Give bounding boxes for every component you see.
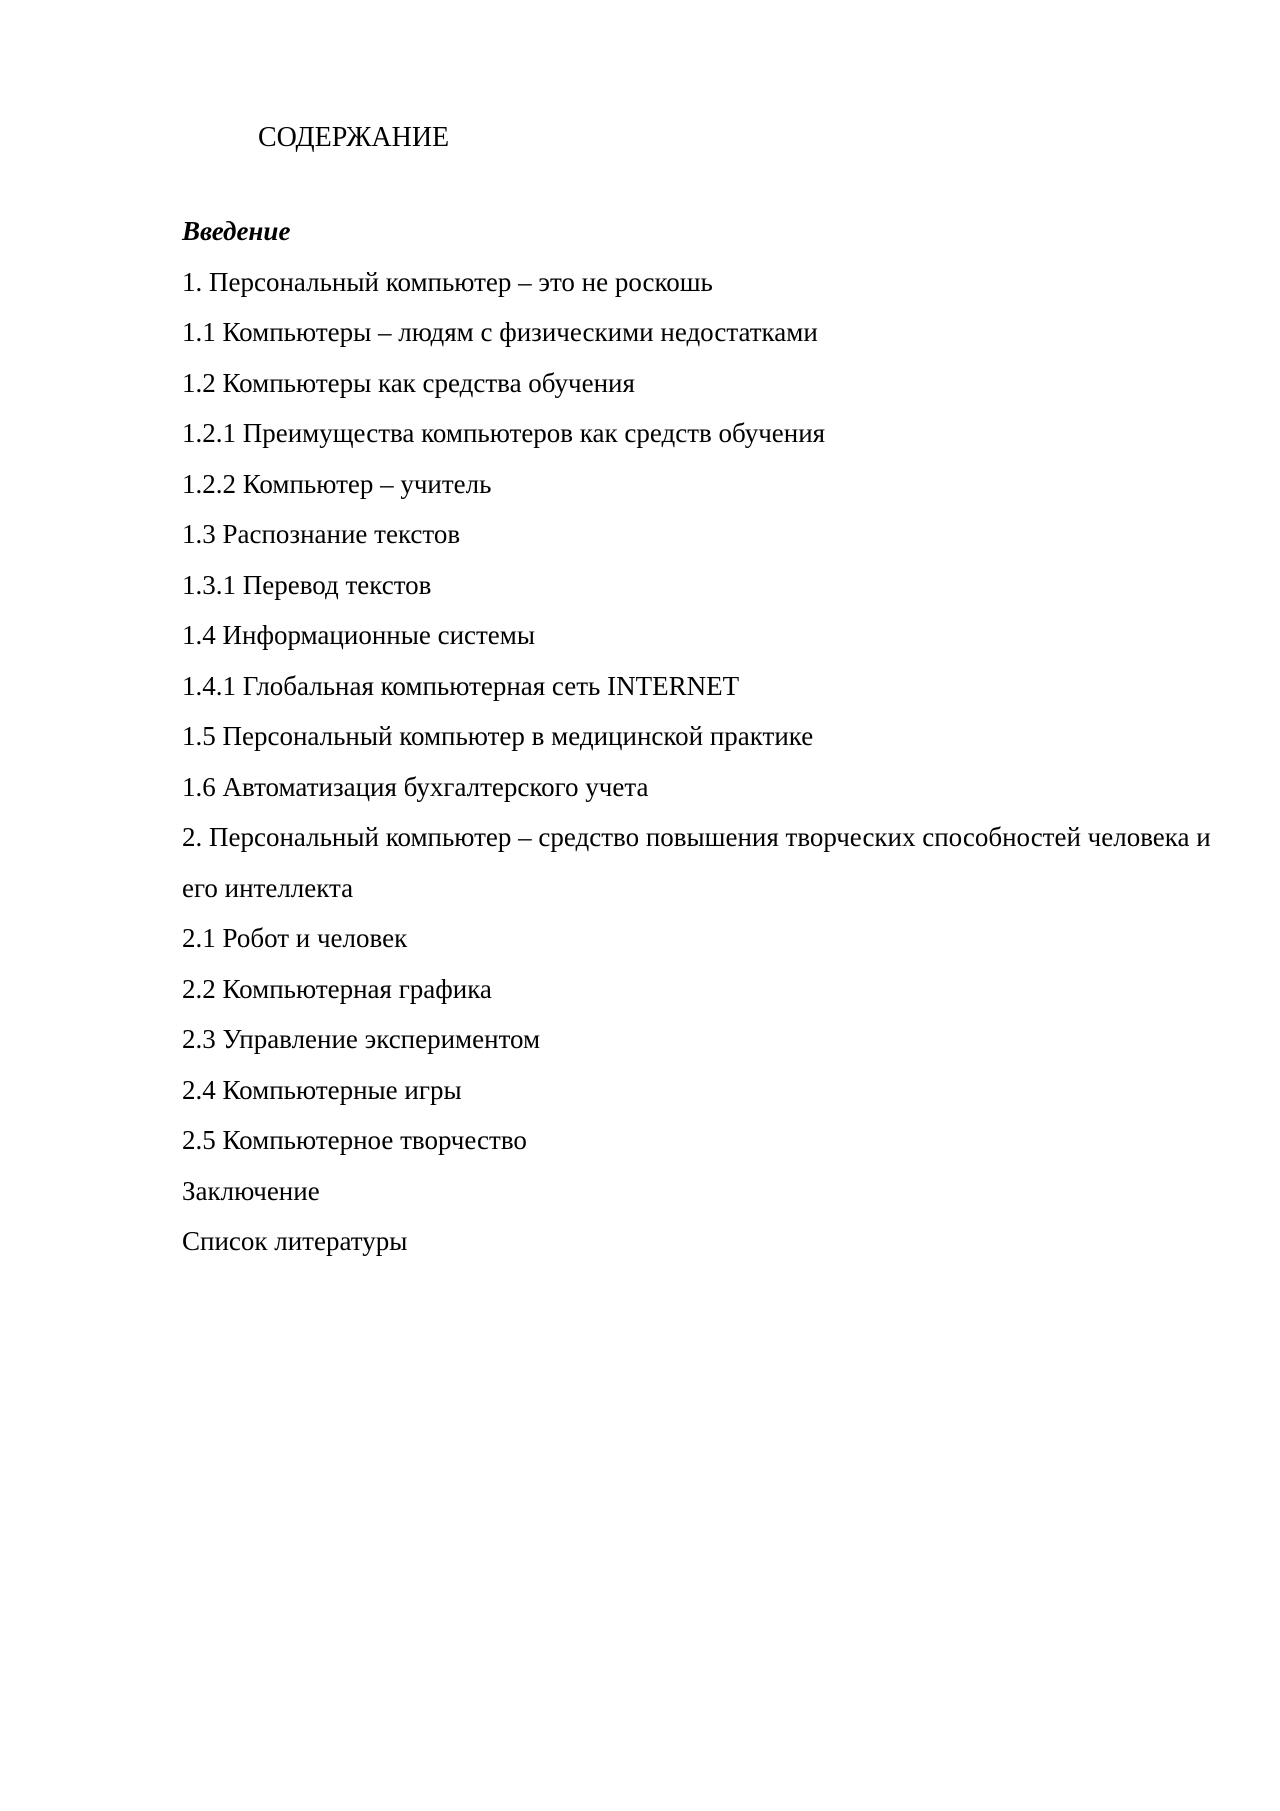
toc-item-1-1: 1.1 Компьютеры – людям с физическими недостатками (182, 317, 818, 347)
toc-item-1-5: 1.5 Персональный компьютер в медицинской практике (182, 721, 814, 751)
toc-item-1-3: 1.3 Распознание текстов (182, 519, 461, 549)
toc-item-1-4-1: 1.4.1 Глобальная компьютерная сеть INTERNET (182, 670, 740, 701)
toc-item-1-2-1: 1.2.1 Преимущества компьютеров как средств обучения (182, 418, 826, 448)
toc-item-1-2-2: 1.2.2 Компьютер – учитель (182, 468, 492, 499)
toc-item-1-4: 1.4 Информационные системы (182, 620, 536, 650)
toc-item-1-6: 1.6 Автоматизация бухгалтерского учета (182, 771, 649, 802)
table-of-contents (182, 206, 1212, 1267)
toc-title: СОДЕРЖАНИЕ (258, 122, 450, 153)
toc-item-bibliography: Список литературы (182, 1226, 408, 1256)
toc-item-2-4: 2.4 Компьютерные игры (182, 1074, 462, 1105)
toc-item-2-3: 2.3 Управление экспериментом (182, 1024, 541, 1054)
toc-item-2-2: 2.2 Компьютерная графика (182, 973, 492, 1004)
toc-item-1: 1. Персональный компьютер – это не роскошь (182, 266, 713, 297)
toc-item-1-3-1: 1.3.1 Перевод текстов (182, 569, 432, 600)
toc-item-1-2: 1.2 Компьютеры как средства обучения (182, 367, 635, 398)
toc-item-introduction: Введение (182, 216, 291, 246)
toc-item-2-1: 2.1 Робот и человек (182, 923, 408, 953)
toc-item-2: 2. Персональный компьютер – средство повышения творческих способностей человека и его интеллекта (182, 822, 1211, 903)
toc-item-2-5: 2.5 Компьютерное творчество (182, 1125, 527, 1155)
toc-item-conclusion: Заключение (182, 1175, 320, 1206)
